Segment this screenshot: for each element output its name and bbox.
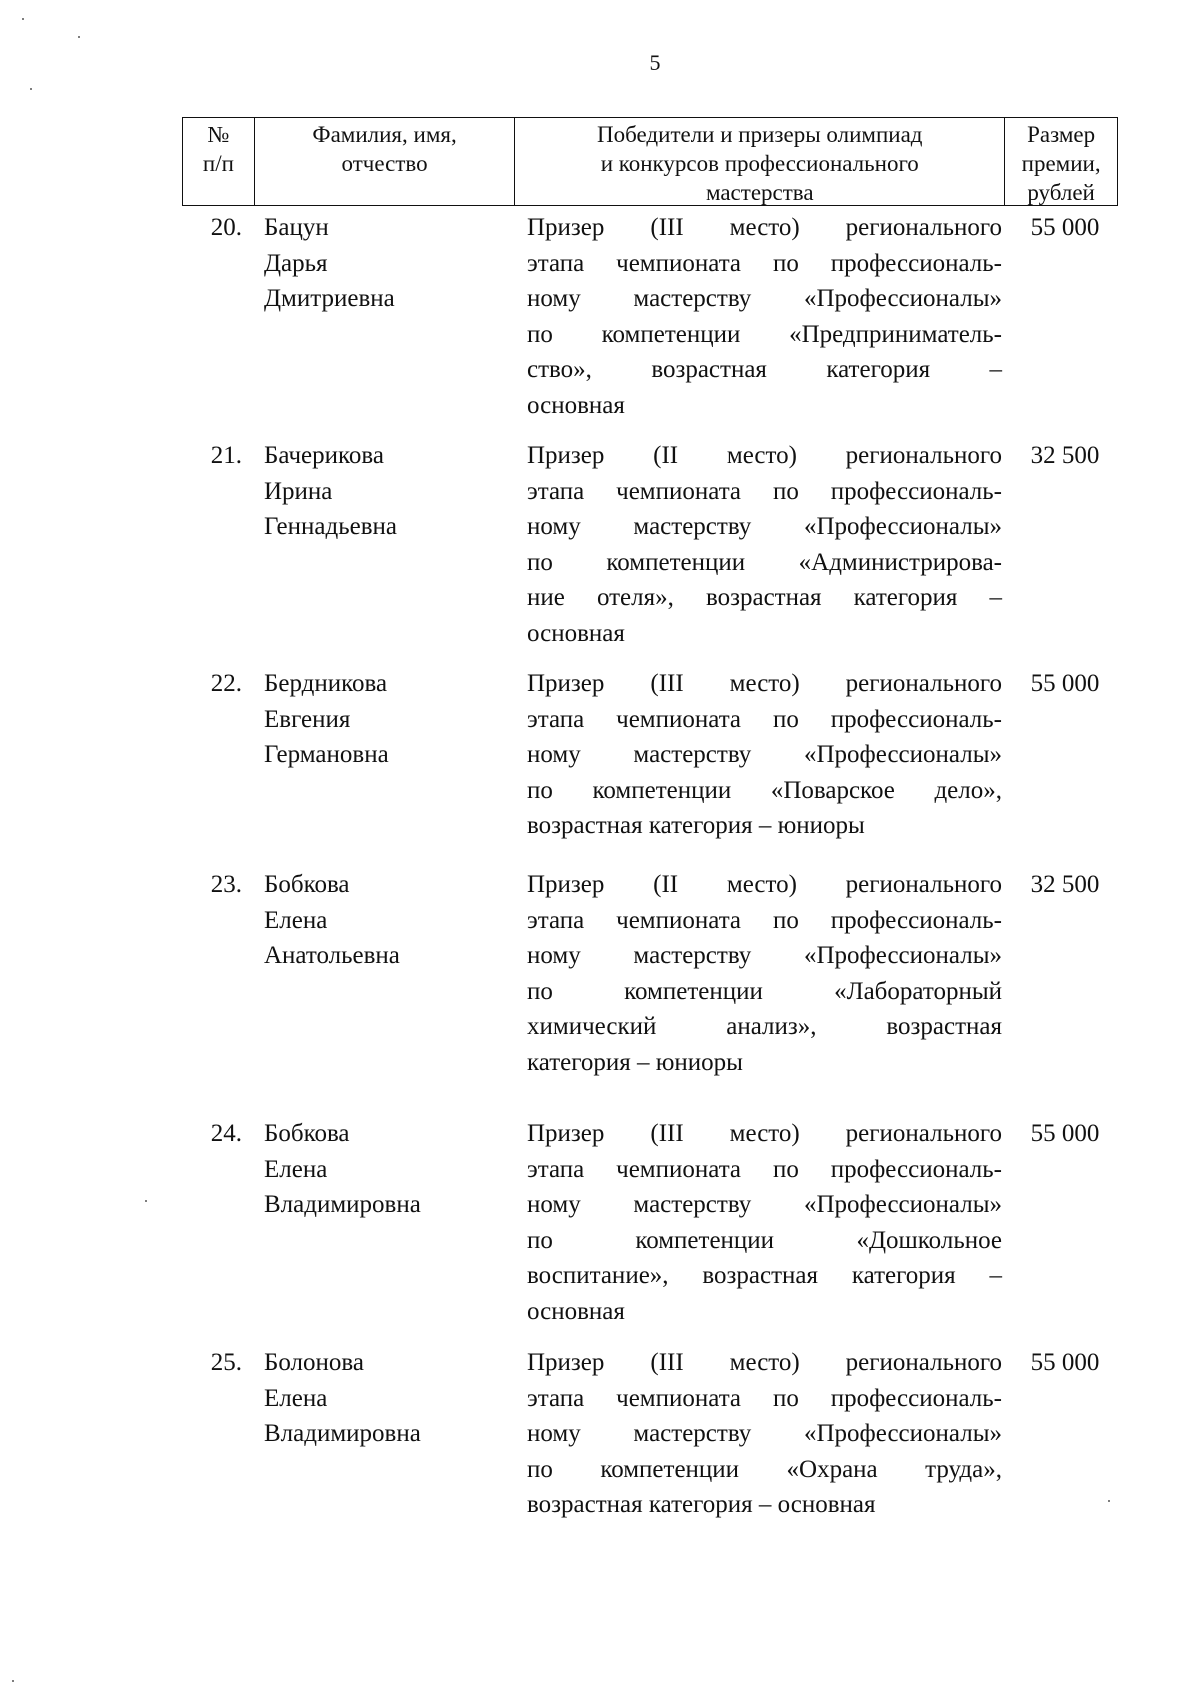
- first-name: Ирина: [264, 477, 333, 505]
- header-description-column: [515, 118, 1005, 205]
- prize-amount: 55 000: [1030, 1349, 1100, 1376]
- prize-amount: 55 000: [1030, 670, 1100, 697]
- description-line: основная: [527, 1297, 625, 1325]
- award-description: [527, 210, 1002, 424]
- award-description: [527, 438, 1002, 652]
- prize-amount: 55 000: [1030, 214, 1100, 241]
- person-name: [264, 438, 514, 545]
- description-line: по компетенции «Лабораторный: [527, 977, 1002, 1005]
- first-name: Елена: [264, 1384, 328, 1412]
- person-name: [264, 867, 514, 974]
- person-name: [264, 666, 514, 773]
- description-line: Призер (II место) регионального: [527, 871, 1002, 898]
- patronymic: Анатольевна: [264, 942, 400, 970]
- header-text: Победители и призеры олимпиад: [597, 122, 923, 147]
- description-line: этапа чемпионата по профессиональ-: [527, 477, 1002, 505]
- description-line: этапа чемпионата по профессиональ-: [527, 705, 1002, 733]
- row-number: 21.: [210, 442, 242, 469]
- prize-amount: 55 000: [1030, 1120, 1100, 1147]
- surname: Бачерикова: [264, 442, 384, 469]
- description-line: ному мастерству «Профессионалы»: [527, 942, 1002, 970]
- description-line: по компетенции «Предприниматель-: [527, 320, 1002, 348]
- header-text: мастерства: [705, 180, 814, 205]
- header-text: Фамилия, имя,: [312, 122, 457, 147]
- header-text: и конкурсов профессионального: [600, 151, 919, 176]
- patronymic: Геннадьевна: [264, 513, 397, 541]
- first-name: Евгения: [264, 705, 351, 733]
- description-line: Призер (III место) регионального: [527, 1120, 1002, 1147]
- person-name: [264, 210, 514, 317]
- header-text: п/п: [202, 151, 234, 176]
- description-line: химический анализ», возрастная: [527, 1013, 1002, 1041]
- description-line: этапа чемпионата по профессиональ-: [527, 906, 1002, 934]
- row-number: 22.: [210, 670, 242, 697]
- patronymic: Владимировна: [264, 1420, 421, 1448]
- description-line: этапа чемпионата по профессиональ-: [527, 249, 1002, 277]
- description-line: ному мастерству «Профессионалы»: [527, 1191, 1002, 1219]
- description-line: Призер (III место) регионального: [527, 214, 1002, 241]
- description-line: по компетенции «Администрирова-: [527, 548, 1002, 576]
- header-text: отчество: [341, 151, 428, 176]
- description-line: ние отеля», возрастная категория –: [527, 584, 1002, 612]
- description-line: ному мастерству «Профессионалы»: [527, 513, 1002, 541]
- first-name: Елена: [264, 1155, 328, 1183]
- prize-amount: 32 500: [1030, 442, 1100, 469]
- header-text: №: [207, 122, 230, 147]
- row-number: 23.: [210, 871, 242, 898]
- page-number: 5: [649, 50, 661, 75]
- first-name: Елена: [264, 906, 328, 934]
- surname: Болонова: [264, 1349, 364, 1376]
- header-name-column: [255, 118, 515, 205]
- description-line: Призер (III место) регионального: [527, 1349, 1002, 1376]
- header-prize-column: [1005, 118, 1117, 205]
- row-number: 25.: [210, 1349, 242, 1376]
- description-line: по компетенции «Дошкольное: [527, 1226, 1002, 1254]
- prize-amount: 32 500: [1030, 871, 1100, 898]
- header-number-column: [183, 118, 255, 205]
- description-line: основная: [527, 619, 625, 647]
- description-line: по компетенции «Поварское дело»,: [527, 776, 1002, 804]
- person-name: [264, 1116, 514, 1223]
- description-line: возрастная категория – основная: [527, 1491, 876, 1519]
- scan-speck: [22, 18, 24, 20]
- header-text: рублей: [1027, 180, 1095, 205]
- description-line: ство», возрастная категория –: [527, 356, 1002, 384]
- description-line: воспитание», возрастная категория –: [527, 1262, 1002, 1290]
- description-line: этапа чемпионата по профессиональ-: [527, 1384, 1002, 1412]
- award-description: [527, 867, 1002, 1081]
- header-text: премии,: [1021, 151, 1101, 176]
- surname: Бацун: [264, 214, 329, 241]
- header-text: Размер: [1027, 122, 1096, 147]
- description-line: этапа чемпионата по профессиональ-: [527, 1155, 1002, 1183]
- patronymic: Германовна: [264, 741, 389, 769]
- award-description: [527, 1116, 1002, 1330]
- scan-speck: [145, 1200, 147, 1202]
- award-description: [527, 1345, 1002, 1523]
- description-line: возрастная категория – юниоры: [527, 812, 865, 840]
- row-number: 20.: [210, 214, 242, 241]
- award-description: [527, 666, 1002, 844]
- description-line: по компетенции «Охрана труда»,: [527, 1455, 1002, 1483]
- scan-speck: [30, 88, 32, 90]
- table-header: [182, 117, 1118, 206]
- surname: Бердникова: [264, 670, 388, 697]
- row-number: 24.: [210, 1120, 242, 1147]
- first-name: Дарья: [264, 249, 328, 277]
- patronymic: Дмитриевна: [264, 285, 395, 313]
- surname: Бобкова: [264, 1120, 350, 1147]
- description-line: Призер (II место) регионального: [527, 442, 1002, 469]
- description-line: основная: [527, 391, 625, 419]
- description-line: ному мастерству «Профессионалы»: [527, 741, 1002, 769]
- description-line: ному мастерству «Профессионалы»: [527, 1420, 1002, 1448]
- surname: Бобкова: [264, 871, 350, 898]
- patronymic: Владимировна: [264, 1191, 421, 1219]
- description-line: Призер (III место) регионального: [527, 670, 1002, 697]
- scan-speck: [78, 36, 80, 38]
- scan-speck: [1108, 1500, 1110, 1502]
- description-line: категория – юниоры: [527, 1048, 743, 1076]
- description-line: ному мастерству «Профессионалы»: [527, 285, 1002, 313]
- person-name: [264, 1345, 514, 1452]
- scan-speck: [12, 1680, 14, 1682]
